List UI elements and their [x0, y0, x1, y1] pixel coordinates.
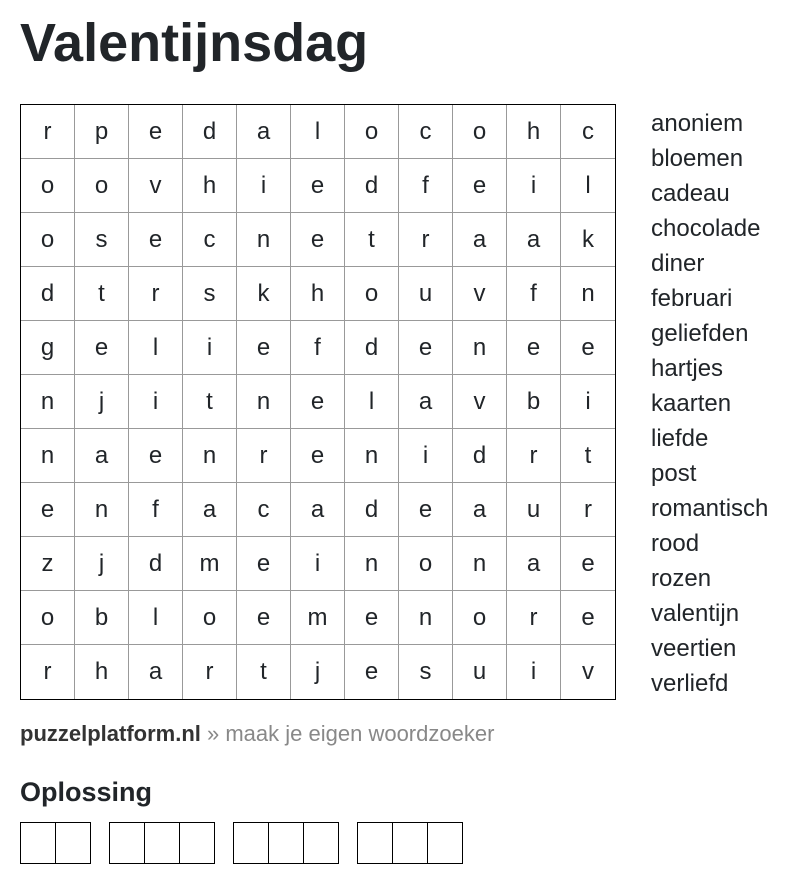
grid-cell[interactable]: e	[345, 591, 399, 645]
grid-cell[interactable]: l	[129, 321, 183, 375]
grid-cell[interactable]: t	[75, 267, 129, 321]
word-list-item: valentijn	[651, 600, 740, 627]
word-list-item: rozen	[651, 565, 712, 592]
grid-cell[interactable]: k	[561, 213, 615, 267]
grid-cell[interactable]: i	[237, 159, 291, 213]
grid-cell[interactable]: h	[507, 105, 561, 159]
grid-cell[interactable]: i	[129, 375, 183, 429]
grid-cell[interactable]: c	[399, 105, 453, 159]
grid-cell[interactable]: l	[345, 375, 399, 429]
solution-letter-box[interactable]	[110, 823, 145, 863]
solution-letter-box[interactable]	[393, 823, 428, 863]
grid-cell[interactable]: r	[21, 105, 75, 159]
grid-cell[interactable]: t	[345, 213, 399, 267]
grid-cell[interactable]: j	[75, 537, 129, 591]
grid-cell[interactable]: e	[453, 159, 507, 213]
grid-cell[interactable]: m	[183, 537, 237, 591]
solution-letter-box[interactable]	[269, 823, 304, 863]
grid-cell[interactable]: f	[399, 159, 453, 213]
grid-cell[interactable]: v	[453, 267, 507, 321]
grid-cell[interactable]: i	[507, 159, 561, 213]
grid-cell[interactable]: t	[237, 645, 291, 699]
word-list-item: romantisch	[651, 495, 769, 522]
word-list-item: anoniem	[651, 110, 744, 137]
grid-cell[interactable]: o	[345, 267, 399, 321]
grid-cell[interactable]: s	[183, 267, 237, 321]
grid-cell[interactable]: i	[399, 429, 453, 483]
grid-cell[interactable]: m	[291, 591, 345, 645]
grid-cell[interactable]: g	[21, 321, 75, 375]
grid-cell[interactable]: e	[291, 375, 345, 429]
grid-cell[interactable]: f	[507, 267, 561, 321]
solution-letter-box[interactable]	[180, 823, 214, 863]
grid-cell[interactable]: e	[129, 429, 183, 483]
word-list-item: kaarten	[651, 390, 732, 417]
site-link[interactable]: puzzelplatform.nl	[20, 721, 201, 746]
grid-cell[interactable]: e	[291, 429, 345, 483]
word-list-item: verliefd	[651, 670, 729, 697]
grid-cell[interactable]: a	[453, 213, 507, 267]
word-list	[651, 106, 768, 701]
solution-letter-box[interactable]	[428, 823, 462, 863]
credit-separator: »	[200, 721, 226, 746]
grid-cell[interactable]: n	[75, 483, 129, 537]
grid-cell[interactable]: n	[237, 213, 291, 267]
solution-group	[233, 822, 339, 864]
grid-cell[interactable]: h	[183, 159, 237, 213]
grid-cell[interactable]: o	[399, 537, 453, 591]
grid-cell[interactable]: r	[507, 429, 561, 483]
grid-cell[interactable]: u	[453, 645, 507, 699]
word-list-item: post	[651, 460, 697, 487]
grid-cell[interactable]: n	[399, 591, 453, 645]
grid-cell[interactable]: n	[345, 537, 399, 591]
grid-cell[interactable]: v	[129, 159, 183, 213]
solution-group	[109, 822, 215, 864]
word-list-item: cadeau	[651, 180, 730, 207]
grid-cell[interactable]: d	[345, 321, 399, 375]
word-search-grid	[20, 104, 616, 700]
grid-cell[interactable]: d	[345, 159, 399, 213]
solution-boxes	[20, 822, 463, 864]
grid-cell[interactable]: a	[291, 483, 345, 537]
solution-group	[20, 822, 91, 864]
grid-cell[interactable]: r	[561, 483, 615, 537]
grid-cell[interactable]: f	[129, 483, 183, 537]
grid-cell[interactable]: o	[75, 159, 129, 213]
grid-cell[interactable]: o	[183, 591, 237, 645]
grid-cell[interactable]: l	[561, 159, 615, 213]
grid-cell[interactable]: n	[345, 429, 399, 483]
grid-cell[interactable]: l	[291, 105, 345, 159]
solution-heading: Oplossing	[20, 777, 153, 807]
grid-cell[interactable]: r	[399, 213, 453, 267]
grid-cell[interactable]: d	[183, 105, 237, 159]
grid-cell[interactable]: o	[453, 591, 507, 645]
grid-cell[interactable]: e	[345, 645, 399, 699]
grid-cell[interactable]: c	[561, 105, 615, 159]
word-list-item: rood	[651, 530, 700, 557]
grid-cell[interactable]: n	[21, 375, 75, 429]
page-title: Valentijnsdag	[20, 13, 369, 73]
grid-cell[interactable]: n	[21, 429, 75, 483]
grid-cell[interactable]: i	[291, 537, 345, 591]
grid-cell[interactable]: c	[237, 483, 291, 537]
grid-cell[interactable]: k	[237, 267, 291, 321]
grid-cell[interactable]: u	[399, 267, 453, 321]
solution-letter-box[interactable]	[21, 823, 56, 863]
grid-cell[interactable]: n	[237, 375, 291, 429]
grid-cell[interactable]: r	[237, 429, 291, 483]
grid-cell[interactable]: a	[507, 537, 561, 591]
grid-cell[interactable]: o	[453, 105, 507, 159]
grid-cell[interactable]: j	[291, 645, 345, 699]
grid-cell[interactable]: e	[561, 591, 615, 645]
word-list-item: geliefden	[651, 320, 749, 347]
grid-cell[interactable]: r	[129, 267, 183, 321]
grid-cell[interactable]: i	[183, 321, 237, 375]
word-list-item: bloemen	[651, 145, 744, 172]
solution-letter-box[interactable]	[145, 823, 180, 863]
grid-cell[interactable]: e	[399, 321, 453, 375]
grid-cell[interactable]: n	[453, 537, 507, 591]
grid-cell[interactable]: z	[21, 537, 75, 591]
grid-cell[interactable]: e	[507, 321, 561, 375]
grid-cell[interactable]: h	[291, 267, 345, 321]
solution-letter-box[interactable]	[234, 823, 269, 863]
grid-cell[interactable]: l	[129, 591, 183, 645]
grid-cell[interactable]: f	[291, 321, 345, 375]
grid-cell[interactable]: i	[561, 375, 615, 429]
grid-cell[interactable]: d	[453, 429, 507, 483]
grid-cell[interactable]: e	[237, 591, 291, 645]
solution-letter-box[interactable]	[304, 823, 338, 863]
grid-cell[interactable]: a	[183, 483, 237, 537]
grid-cell[interactable]: e	[75, 321, 129, 375]
make-your-own-link[interactable]: maak je eigen woordzoeker	[225, 721, 495, 746]
grid-cell[interactable]: o	[21, 591, 75, 645]
grid-cell[interactable]: a	[453, 483, 507, 537]
grid-cell[interactable]: e	[291, 213, 345, 267]
word-list-item: chocolade	[651, 215, 761, 242]
grid-cell[interactable]: e	[129, 105, 183, 159]
grid-cell[interactable]: t	[561, 429, 615, 483]
grid-cell[interactable]: a	[399, 375, 453, 429]
grid-cell[interactable]: e	[237, 537, 291, 591]
grid-cell[interactable]: d	[21, 267, 75, 321]
grid-cell[interactable]: e	[399, 483, 453, 537]
grid-cell[interactable]: s	[75, 213, 129, 267]
grid-cell[interactable]: s	[399, 645, 453, 699]
grid-cell[interactable]: r	[507, 591, 561, 645]
word-list-item: veertien	[651, 635, 737, 662]
grid-cell[interactable]: o	[345, 105, 399, 159]
grid-cell[interactable]: a	[237, 105, 291, 159]
grid-cell[interactable]: o	[21, 213, 75, 267]
grid-cell[interactable]: e	[561, 537, 615, 591]
grid-cell[interactable]: d	[129, 537, 183, 591]
solution-letter-box[interactable]	[358, 823, 393, 863]
grid-cell[interactable]: t	[183, 375, 237, 429]
grid-cell[interactable]: b	[75, 591, 129, 645]
grid-cell[interactable]: a	[507, 213, 561, 267]
grid-cell[interactable]: h	[75, 645, 129, 699]
grid-cell[interactable]: r	[183, 645, 237, 699]
grid-cell[interactable]: e	[237, 321, 291, 375]
grid-cell[interactable]: a	[75, 429, 129, 483]
grid-cell[interactable]: p	[75, 105, 129, 159]
grid-cell[interactable]: u	[507, 483, 561, 537]
grid-cell[interactable]: i	[507, 645, 561, 699]
grid-cell[interactable]: v	[453, 375, 507, 429]
grid-cell[interactable]: j	[75, 375, 129, 429]
grid-cell[interactable]: e	[291, 159, 345, 213]
grid-cell[interactable]: e	[129, 213, 183, 267]
word-list-item: februari	[651, 285, 733, 312]
grid-cell[interactable]: a	[129, 645, 183, 699]
word-list-item: diner	[651, 250, 705, 277]
grid-cell[interactable]: r	[21, 645, 75, 699]
grid-cell[interactable]: d	[345, 483, 399, 537]
grid-cell[interactable]: e	[21, 483, 75, 537]
grid-cell[interactable]: c	[183, 213, 237, 267]
credit-line	[20, 719, 494, 749]
grid-cell[interactable]: n	[183, 429, 237, 483]
word-list-item: liefde	[651, 425, 709, 452]
grid-cell[interactable]: n	[453, 321, 507, 375]
solution-group	[357, 822, 463, 864]
grid-cell[interactable]: n	[561, 267, 615, 321]
grid-cell[interactable]: v	[582, 658, 594, 685]
grid-cell[interactable]: b	[507, 375, 561, 429]
grid-cell[interactable]: o	[21, 159, 75, 213]
word-list-item: hartjes	[651, 355, 724, 382]
grid-cell[interactable]: e	[561, 321, 615, 375]
solution-letter-box[interactable]	[56, 823, 90, 863]
